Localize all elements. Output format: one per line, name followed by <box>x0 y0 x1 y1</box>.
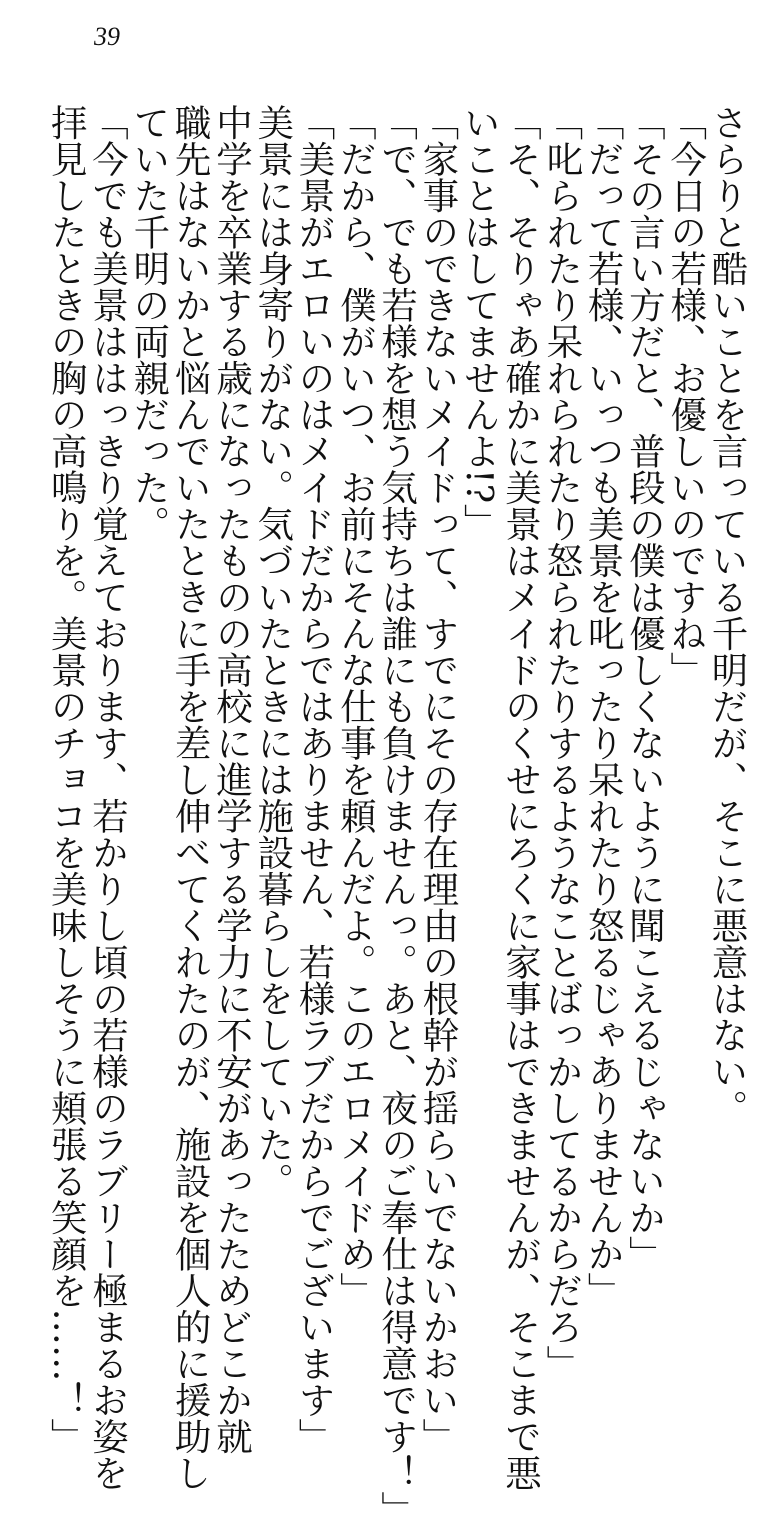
text-line: 「で、でも若様を想う気持ちは誰にも負けませんっ。あと、夜のご奉仕は得意です！」 <box>375 104 419 1528</box>
text-line: 「家事のできないメイドって、すでにその存在理由の根幹が揺らいでないかおい」 <box>416 104 460 1455</box>
text-line: 「だって若様、いっつも美景を叱ったり呆れたり怒るじゃありませんか」 <box>582 104 626 1309</box>
text-line: 拝見したときの胸の高鳴りを。美景のチョコを美味しそうに頬張る笑顔を……！」 <box>45 104 89 1455</box>
text-line: 「美景がエロいのはメイドだからではありません、若様ラブだからでございます」 <box>293 104 337 1455</box>
text-line: ていた千明の両親だった。 <box>127 104 171 542</box>
text-line: 美景には身寄りがない。気づいたときには施設暮らしをしていた。 <box>251 104 295 1199</box>
text-line: 「今日の若様、お優しいのですね」 <box>664 104 708 688</box>
text-line: 中学を卒業する歳になったものの高校に進学する学力に不安があったためどこか就 <box>210 104 254 1455</box>
text-line: 職先はないかと悩んでいたときに手を差し伸べてくれたのが、施設を個人的に援助し <box>169 104 213 1491</box>
text-line: いことはしてませんよ!?」 <box>458 104 502 540</box>
vertical-text-block <box>18 104 749 1528</box>
text-line: 「そ、そりゃあ確かに美景はメイドのくせにろくに家事はできませんが、そこまで悪 <box>499 104 543 1491</box>
text-line: 「だから、僕がいつ、お前にそんな仕事を頼んだよ。このエロメイドめ」 <box>334 104 378 1309</box>
text-line: 「叱られたり呆れられたり怒られたりするようなことばっかしてるからだろ」 <box>540 104 584 1382</box>
page-number: 39 <box>94 22 120 51</box>
text-line: 「その言い方だと、普段の僕は優しくないように聞こえるじゃないか」 <box>623 104 667 1272</box>
text-line: 「今でも美景ははっきり覚えております、若かりし頃の若様のラブリー極まるお姿を <box>86 104 130 1491</box>
text-line: さらりと酷いことを言っている千明だが、そこに悪意はない。 <box>706 104 749 1126</box>
